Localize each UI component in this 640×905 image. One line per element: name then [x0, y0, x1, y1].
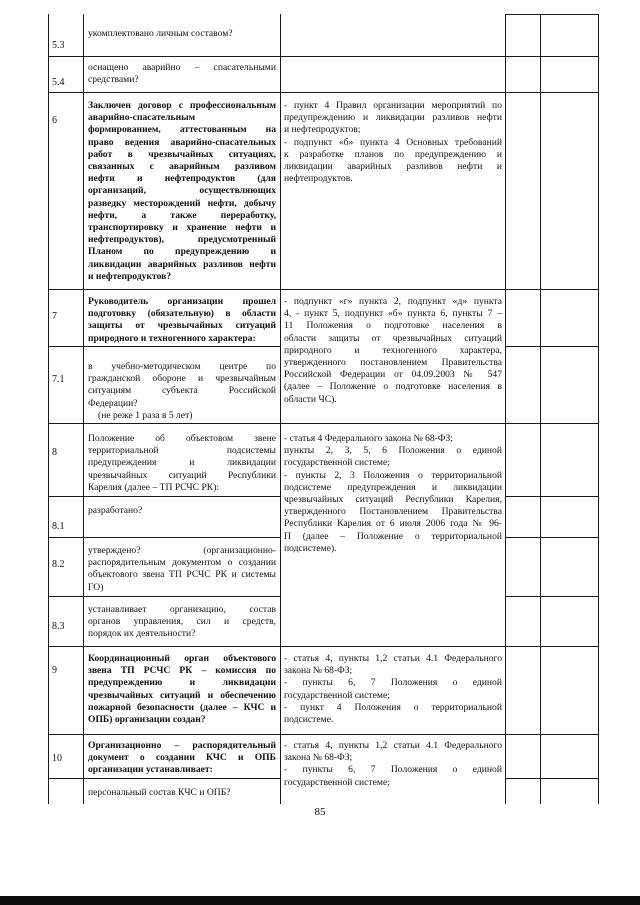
- row-rule: [48, 423, 599, 424]
- legal-basis-text: - статья 4 Федерального закона № 68-ФЗ; пункты 2, 3, 5, 6 Положения о единой государственной системе; - пункты 2, 3 Положения о территориальной подсистеме предупреждения и ликвидации чрезвычайных ситуаций Республики Карелия, утвержденного Постановлением Правительства Республики Карелия от 6 июля 2006 года № 96- П (далее – Положение о территориальной подсистеме).: [284, 433, 502, 554]
- question-text: Координационный орган объектового звена ТП РСЧС РК – комиссия по предупреждению и ликвидации чрезвычайных ситуаций и обеспечению пожарной безопасности (далее – КЧС и ОПБ) организации создан?: [88, 653, 276, 726]
- subrow-rule: [48, 596, 281, 597]
- question-text: в учебно-методическом центре по гражданской обороне и чрезвычайным ситуациям субъекта Российской Федерации? (не реже 1 раза в 5 лет): [88, 361, 276, 421]
- table-border-left: [48, 14, 49, 804]
- row-number: 6: [52, 115, 57, 126]
- question-text: укомплектовано личным составом?: [88, 28, 233, 39]
- question-text: персональный состав КЧС и ОПБ?: [88, 787, 231, 798]
- question-text: Положение об объектовом звене территориальной подсистемы предупреждения и ликвидации чрезвычайных ситуаций Республики Карелия (далее – ТП РСЧС РК):: [88, 433, 276, 493]
- subrow-rule: [505, 496, 599, 497]
- row-number: 7: [52, 311, 57, 322]
- legal-basis-text: - статья 4, пункты 1,2 статьи 4.1 Федерального закона № 68-ФЗ; - пункты 6, 7 Положения о единой государственной системе; - пункт 4 Положения о территориальной подсистеме.: [284, 653, 502, 726]
- legal-basis-text: - пункт 4 Правил организации мероприятий по предупреждению и ликвидации разливов нефти и нефтепродуктов; - подпункт «б» пункта 4 Основных требований к разработке планов по предупреждению и ликвидации аварийных разливов нефти и нефтепродуктов.: [284, 100, 502, 185]
- row-rule: [48, 92, 599, 93]
- column-divider-basis: [505, 14, 506, 804]
- page-number: 85: [314, 806, 326, 818]
- question-text: Заключен договор с профессиональным аварийно-спасательным формированием, аттестованным на право ведения аварийно-спасательных работ в чрезвычайных ситуациях, связанных с аварийным разливом нефти и нефтепродуктов (для организаций, осуществляющих разведку месторождений нефти, добычу нефти, а также переработку, транспортировку и хранение нефти и нефтепродуктов), предусмотренный Планом по предупреждению и ликвидации аварийных разливов нефти и нефтепродуктов?: [88, 100, 276, 282]
- row-number: 8.1: [52, 521, 65, 532]
- question-text: утверждено? (организационно- распорядительным документом о создании объектового звена ТП РСЧС РК и системы ГО): [88, 545, 276, 593]
- subrow-rule: [505, 537, 599, 538]
- legal-basis-text: - подпункт «г» пункта 2, подпункт «д» пункта 4, - пункт 5, подпункт «б» пункта 6, пункты 7 – 11 Положения о подготовке населения в области защиты от чрезвычайных ситуаций природного и техногенного характера, утвержденного постановлением Правительства Российской Федерации от 04.09.2003 № 547 (далее – Положение о подготовке населения в области ЧС).: [284, 296, 502, 405]
- row-number: 5.3: [52, 40, 65, 51]
- row-rule: [48, 56, 599, 57]
- question-text: оснащено аварийно – спасательными средствами?: [88, 62, 276, 86]
- row-number: 10: [52, 753, 62, 764]
- row-number: 7.1: [52, 374, 65, 385]
- subrow-rule: [48, 778, 281, 779]
- legal-basis-text: - статья 4, пункты 1,2 статьи 4.1 Федерального закона № 68-ФЗ; - пункты 6, 7 Положения о единой государственной системе;: [284, 740, 502, 788]
- row-number: 9: [52, 665, 57, 676]
- column-divider-mark: [540, 14, 541, 804]
- subrow-rule: [505, 596, 599, 597]
- question-text: устанавливает организацию, состав органов управления, сил и средств, порядок их деятельности?: [88, 604, 276, 640]
- mark-cell-rule: [505, 14, 599, 15]
- column-divider-number: [83, 14, 84, 804]
- column-divider-question: [280, 14, 281, 804]
- row-rule: [48, 289, 599, 290]
- row-number: 8: [52, 447, 57, 458]
- subrow-rule: [505, 346, 599, 347]
- table-border-right: [598, 14, 599, 804]
- row-rule: [48, 646, 599, 647]
- question-text: Организационно – распорядительный документ о создании КЧС и ОПБ организации устанавливает:: [88, 740, 276, 776]
- row-number: 5.4: [52, 77, 65, 88]
- question-text: Руководитель организации прошел подготовку (обязательную) в области защиты от чрезвычайных ситуаций природного и техногенного характера:: [88, 296, 276, 344]
- question-text: разработано?: [88, 505, 143, 516]
- row-number: 8.2: [52, 559, 65, 570]
- subrow-rule: [48, 537, 281, 538]
- subrow-rule: [505, 778, 599, 779]
- subrow-rule: [48, 496, 281, 497]
- subrow-rule: [48, 346, 281, 347]
- scan-edge: [0, 896, 640, 905]
- row-rule: [48, 734, 599, 735]
- row-number: 8.3: [52, 621, 65, 632]
